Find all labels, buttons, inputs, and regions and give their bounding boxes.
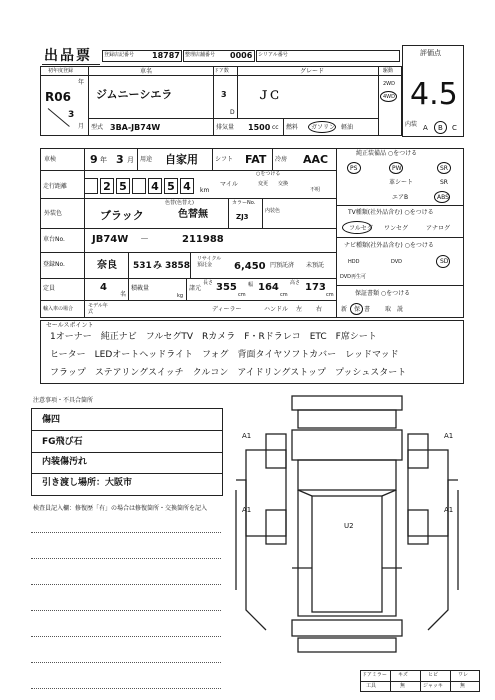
note-line: 内装傷汚れ	[42, 457, 88, 467]
mileage-digit: 4	[180, 178, 194, 194]
selling-line: ヒーター LEDオートヘッドライト フォグ 背面タイヤソフトカバー レッドマッド	[50, 350, 399, 360]
page-title: 出品票	[44, 48, 92, 64]
recycle-amount: 6,450	[234, 261, 266, 272]
model-name: ジムニーシエラ	[96, 88, 173, 101]
grade: ＪＣ	[258, 89, 280, 102]
note-line: 傷四	[42, 415, 61, 425]
selling-line: フラップ ステアリングスイッチ クルコン アイドリングストップ プッシュスタート	[50, 368, 407, 378]
mileage-digits	[84, 178, 212, 194]
note-line: 引き渡し場所：大阪市	[42, 478, 133, 488]
mileage-digit	[84, 178, 98, 194]
mileage-digit	[132, 178, 146, 194]
tv-fullseg-circle	[342, 221, 372, 234]
note-line: FG飛び石	[42, 437, 83, 447]
mileage-digit: 5	[164, 178, 178, 194]
lot-no: 0006	[230, 51, 253, 60]
mileage-digit: 4	[148, 178, 162, 194]
first-reg-era: R06	[45, 90, 71, 104]
type-code: 3BA-JB74W	[110, 123, 161, 132]
cc: 1500	[248, 123, 271, 132]
damage-mark: A1	[242, 432, 252, 440]
first-reg-month: 3	[68, 110, 75, 120]
score-value: 4.5	[410, 77, 458, 112]
auction-no: 18787	[152, 51, 180, 60]
mileage-digit: 5	[116, 178, 130, 194]
car-damage-diagram	[228, 390, 478, 660]
damage-mark: A1	[242, 506, 252, 514]
damage-mark: A1	[444, 506, 454, 514]
mileage-digit: 2	[100, 178, 114, 194]
fuel-gas-circle	[308, 121, 336, 133]
damage-mark: U2	[344, 522, 354, 530]
chassis-no: 211988	[182, 234, 224, 245]
nav-sd-circle	[436, 255, 450, 268]
doors: 3	[221, 90, 227, 99]
interior-b-circle	[434, 121, 447, 134]
selling-line: 1オーナー 純正ナビ フルセグTV Rカメラ F・Rドラレコ ETC F席シート	[50, 332, 377, 342]
damage-mark: A1	[444, 432, 454, 440]
drive-4wd-circle	[380, 91, 397, 102]
